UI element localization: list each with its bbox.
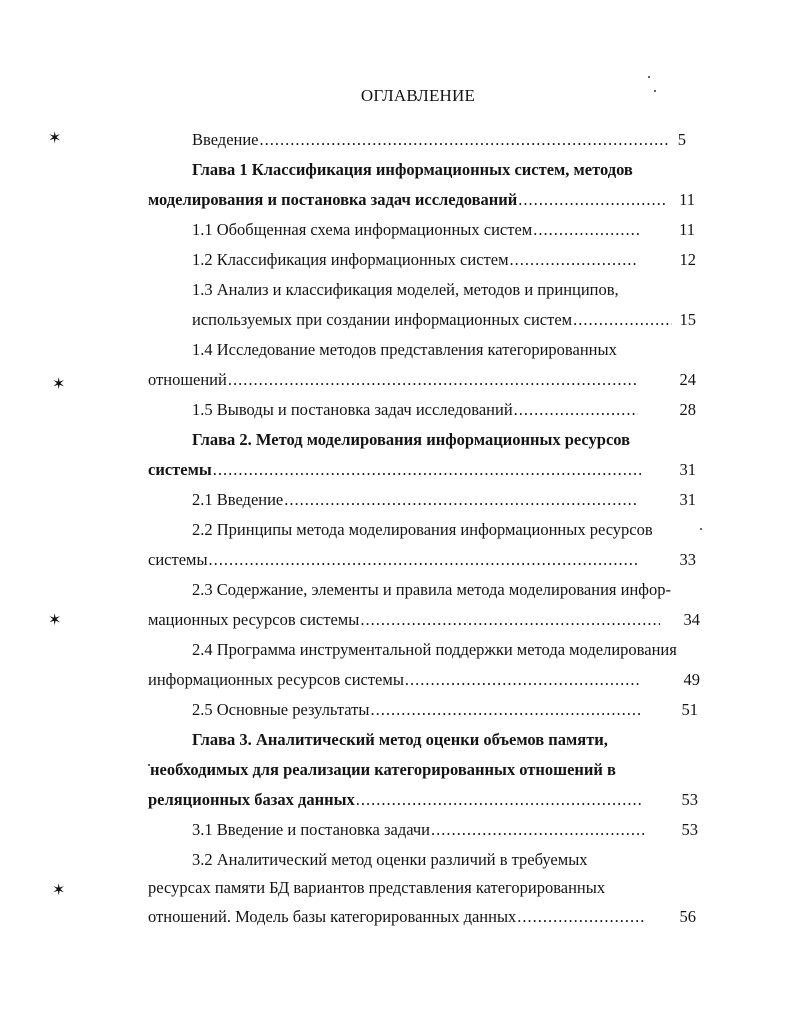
toc-section-1-3-cont — [192, 310, 672, 330]
toc-entry-text: 2.1 Введение — [192, 490, 284, 509]
toc-chapter-3-heading-cont2 — [148, 790, 644, 810]
leader-dots — [283, 490, 638, 510]
toc-section-2-4-cont — [148, 670, 640, 690]
punch-hole-mark: ✶ — [52, 376, 66, 393]
toc-entry-text: моделирования и постановка задач исследований — [148, 190, 518, 209]
toc-section-1-1 — [192, 220, 640, 240]
toc-entry-text: системы — [148, 460, 212, 479]
toc-section-1-3: 1.3 Анализ и классификация моделей, методов и принципов, — [192, 280, 619, 299]
scan-speck — [148, 764, 150, 766]
leader-dots — [355, 790, 644, 810]
toc-entry-text: 1.1 Обобщенная схема информационных систем — [192, 220, 533, 239]
toc-entry-text: 1.5 Выводы и постановка задач исследований — [192, 400, 513, 419]
toc-entry-text: отношений — [148, 370, 227, 389]
toc-section-3-1 — [192, 820, 644, 840]
leader-dots — [572, 310, 672, 330]
leader-dots — [404, 670, 640, 690]
toc-section-2-4: 2.4 Программа инструментальной поддержки метода моделирования — [192, 640, 677, 659]
toc-section-1-2 — [192, 250, 638, 270]
leader-dots — [208, 550, 638, 570]
toc-section-1-5 — [192, 400, 638, 420]
scan-speck — [654, 90, 656, 92]
toc-page-number: 31 — [679, 490, 696, 509]
leader-dots — [516, 907, 644, 927]
toc-entry-text: Введение — [192, 130, 259, 149]
toc-chapter-1-heading: Глава 1 Классификация информационных систем, методов — [192, 160, 633, 179]
toc-entry-text: мационных ресурсов системы — [148, 610, 360, 629]
toc-page-number: 28 — [679, 400, 696, 419]
toc-page-number: 51 — [681, 700, 698, 719]
toc-page-number: 15 — [679, 310, 696, 329]
punch-hole-mark: ✶ — [48, 130, 62, 147]
toc-entry-text: 2.5 Основные результаты — [192, 700, 370, 719]
leader-dots — [509, 250, 638, 270]
page-title: ОГЛАВЛЕНИЕ — [360, 86, 476, 105]
toc-section-2-1 — [192, 490, 638, 510]
leader-dots — [369, 700, 640, 720]
toc-entry-text: 3.1 Введение и постановка задачи — [192, 820, 431, 839]
toc-section-2-3: 2.3 Содержание, элементы и правила метода моделирования инфор- — [192, 580, 671, 599]
toc-page-number: 12 — [679, 250, 696, 269]
toc-section-1-4-cont — [148, 370, 638, 390]
toc-page-number: 49 — [683, 670, 700, 689]
toc-section-3-2-cont2 — [148, 907, 644, 927]
toc-page-number: 33 — [679, 550, 696, 569]
toc-page-number: 31 — [679, 460, 696, 479]
leader-dots — [430, 820, 644, 840]
toc-page-number: 53 — [681, 790, 698, 809]
toc-entry-text: системы — [148, 550, 208, 569]
toc-page-number: 53 — [681, 820, 698, 839]
punch-hole-mark: ✶ — [48, 612, 62, 629]
leader-dots — [513, 400, 638, 420]
toc-chapter-3-heading-cont: необходимых для реализации категорированных отношений в — [150, 760, 616, 779]
toc-entry-introduction — [192, 130, 670, 150]
toc-section-2-3-cont — [148, 610, 660, 630]
toc-entry-text: отношений. Модель базы категорированных данных — [148, 907, 517, 926]
toc-section-2-2-cont — [148, 550, 638, 570]
scan-speck — [700, 528, 702, 530]
toc-entry-text: используемых при создании информационных систем — [192, 310, 573, 329]
leader-dots — [532, 220, 640, 240]
toc-entry-text: информационных ресурсов системы — [148, 670, 404, 689]
toc-page-number: 56 — [679, 907, 696, 926]
leader-dots — [259, 130, 670, 150]
leader-dots — [517, 190, 668, 210]
toc-section-2-2: 2.2 Принципы метода моделирования информационных ресурсов — [192, 520, 653, 539]
punch-hole-mark: ✶ — [52, 882, 66, 899]
toc-section-2-5 — [192, 700, 640, 720]
toc-section-3-2-cont: ресурсах памяти БД вариантов представления категорированных — [148, 878, 606, 897]
toc-section-3-2: 3.2 Аналитический метод оценки различий в требуемых — [192, 850, 588, 869]
toc-page-number: 24 — [679, 370, 696, 389]
leader-dots — [212, 460, 642, 480]
toc-section-1-4: 1.4 Исследование методов представления категорированных — [192, 340, 617, 359]
toc-page-number: 5 — [677, 130, 686, 149]
scan-speck — [648, 76, 650, 78]
toc-chapter-2-heading-cont — [148, 460, 642, 480]
toc-chapter-3-heading: Глава 3. Аналитический метод оценки объемов памяти, — [192, 730, 608, 749]
toc-chapter-1-heading-cont — [148, 190, 668, 210]
leader-dots — [227, 370, 638, 390]
toc-chapter-2-heading: Глава 2. Метод моделирования информационных ресурсов — [192, 430, 631, 449]
toc-page-number: 34 — [683, 610, 700, 629]
toc-entry-text: реляционных базах данных — [148, 790, 355, 809]
toc-page-number: 11 — [679, 190, 695, 209]
leader-dots — [359, 610, 660, 630]
toc-page-number: 11 — [679, 220, 695, 239]
toc-entry-text: 1.2 Классификация информационных систем — [192, 250, 509, 269]
